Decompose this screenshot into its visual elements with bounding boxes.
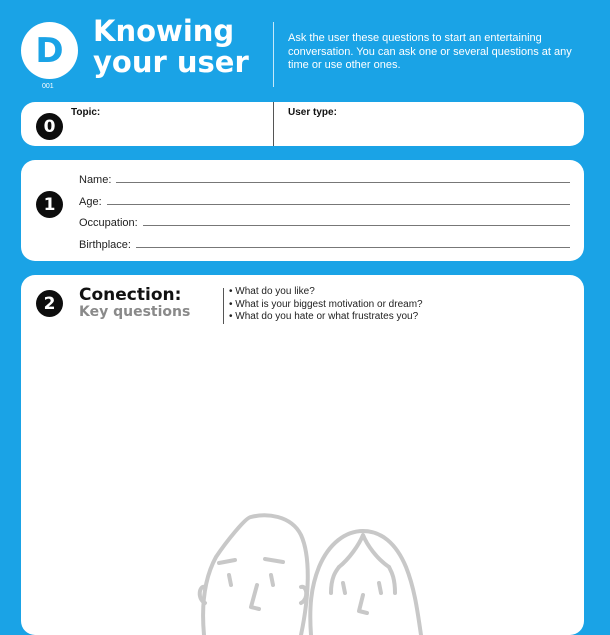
title-line-1: Knowing xyxy=(93,14,235,48)
topic-divider xyxy=(273,102,274,146)
logo-number: 001 xyxy=(42,83,54,90)
connection-title: Conection: xyxy=(79,285,182,305)
logo-letter: D xyxy=(35,30,64,71)
people-illustration xyxy=(171,507,431,635)
age-label: Age: xyxy=(79,196,102,208)
question-item: • What do you like? xyxy=(229,286,423,299)
person-male-icon xyxy=(200,515,308,635)
section-number-0: 0 xyxy=(36,113,63,140)
age-line[interactable] xyxy=(107,204,570,205)
page-title xyxy=(93,16,263,78)
name-line[interactable] xyxy=(116,182,570,183)
question-item: • What do you hate or what frustrates you? xyxy=(229,311,423,324)
occupation-label: Occupation: xyxy=(79,217,138,229)
question-list xyxy=(229,286,423,324)
user-type-label: User type: xyxy=(288,107,337,118)
intro-text: Ask the user these questions to start an entertaining conversation. You can ask one or several questions at any time or use other ones. xyxy=(288,32,572,71)
age-field[interactable] xyxy=(79,194,570,208)
connection-card xyxy=(21,275,584,635)
section-number-2: 2 xyxy=(36,290,63,317)
topic-label: Topic: xyxy=(71,107,101,118)
user-info-card xyxy=(21,160,584,261)
birthplace-line[interactable] xyxy=(136,247,570,248)
birthplace-label: Birthplace: xyxy=(79,239,131,251)
topic-card xyxy=(21,102,584,146)
header-divider xyxy=(273,22,274,87)
person-female-icon xyxy=(310,531,421,635)
connection-divider xyxy=(223,288,224,324)
title-line-2: your user xyxy=(93,45,249,79)
section-number-1: 1 xyxy=(36,191,63,218)
name-field[interactable] xyxy=(79,172,570,186)
birthplace-field[interactable] xyxy=(79,237,570,251)
occupation-field[interactable] xyxy=(79,215,570,229)
logo-badge xyxy=(21,22,78,79)
occupation-line[interactable] xyxy=(143,225,570,226)
question-item: • What is your biggest motivation or dream? xyxy=(229,299,423,312)
name-label: Name: xyxy=(79,174,112,186)
connection-subtitle: Key questions xyxy=(79,304,191,320)
